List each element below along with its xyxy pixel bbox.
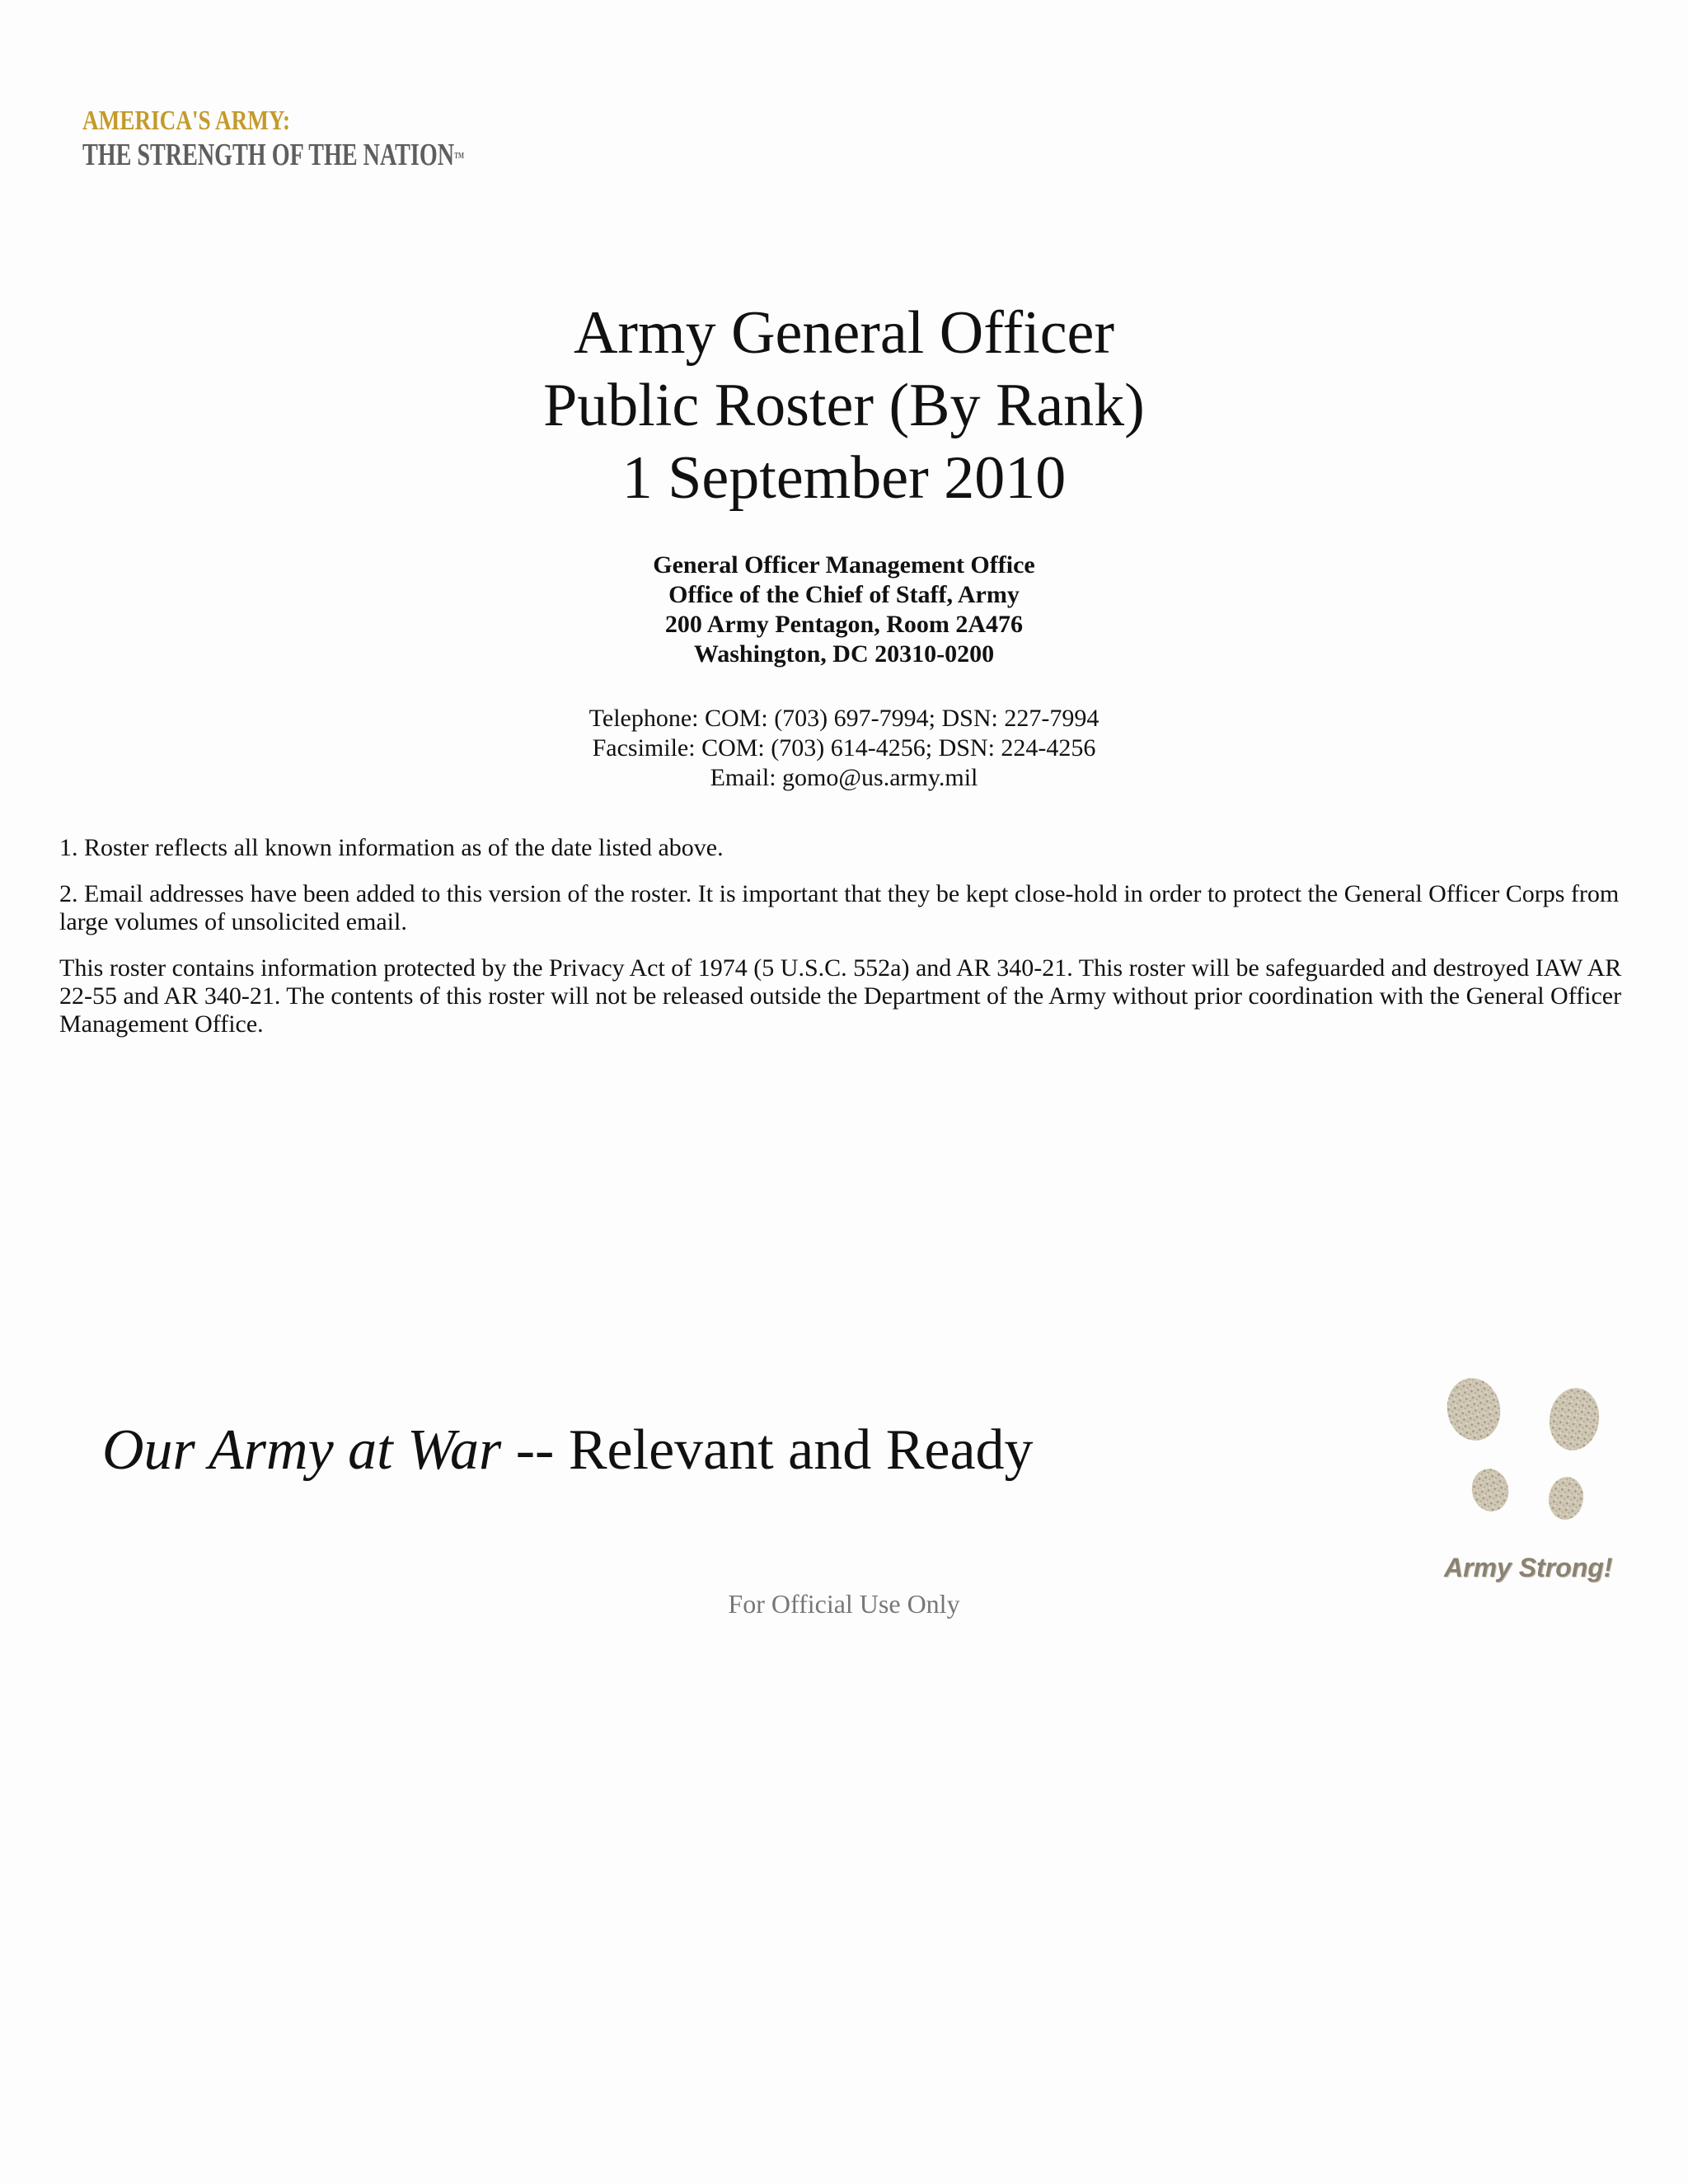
privacy-notice: This roster contains information protected by the Privacy Act of 1974 (5 U.S.C. 552a) and AR 340-21. This roster will be safeguarded and destroyed IAW AR 22-55 and AR 340-21. The contents of this roster will not be released outside the Department of the Army without prior coordination with the General Officer Management Office. xyxy=(59,954,1622,1038)
office-street: 200 Army Pentagon, Room 2A476 xyxy=(664,611,1024,638)
note-1: 1. Roster reflects all known information as of the date listed above. xyxy=(59,834,724,861)
office-name: General Officer Management Office xyxy=(653,551,1035,579)
logo-tagline-top: AMERICA'S ARMY: xyxy=(82,105,291,136)
classification-footer: For Official Use Only xyxy=(728,1589,960,1619)
office-city: Washington, DC 20310-0200 xyxy=(693,640,995,668)
office-address xyxy=(0,551,1688,669)
army-strong-badge: Army Strong! xyxy=(1444,1553,1613,1582)
motto-italic: Our Army at War xyxy=(102,1418,502,1482)
document-title xyxy=(0,297,1688,514)
title-date: 1 September 2010 xyxy=(621,444,1067,512)
title-line-2: Public Roster (By Rank) xyxy=(543,372,1145,439)
logo-tagline-bottom xyxy=(82,137,464,173)
contact-info xyxy=(0,704,1688,793)
bootprints-icon xyxy=(1434,1376,1632,1525)
logo-tagline-bottom-text: THE STRENGTH OF THE NATION xyxy=(82,138,455,172)
motto-rest: -- Relevant and Ready xyxy=(501,1418,1034,1482)
army-motto xyxy=(102,1418,1034,1483)
facsimile-line: Facsimile: COM: (703) 614-4256; DSN: 224-4256 xyxy=(592,734,1096,762)
trademark-mark: TM xyxy=(454,152,464,161)
email-line: Email: gomo@us.army.mil xyxy=(710,764,978,791)
office-parent: Office of the Chief of Staff, Army xyxy=(668,581,1020,608)
telephone-line: Telephone: COM: (703) 697-7994; DSN: 227-7994 xyxy=(588,705,1100,732)
note-2: 2. Email addresses have been added to this version of the roster. It is important that they be kept close-hold in order to protect the General Officer Corps from large volumes of unsolicited email. xyxy=(59,880,1620,935)
roster-notes xyxy=(59,834,1625,1057)
title-line-1: Army General Officer xyxy=(573,299,1115,367)
army-logo xyxy=(82,105,464,173)
